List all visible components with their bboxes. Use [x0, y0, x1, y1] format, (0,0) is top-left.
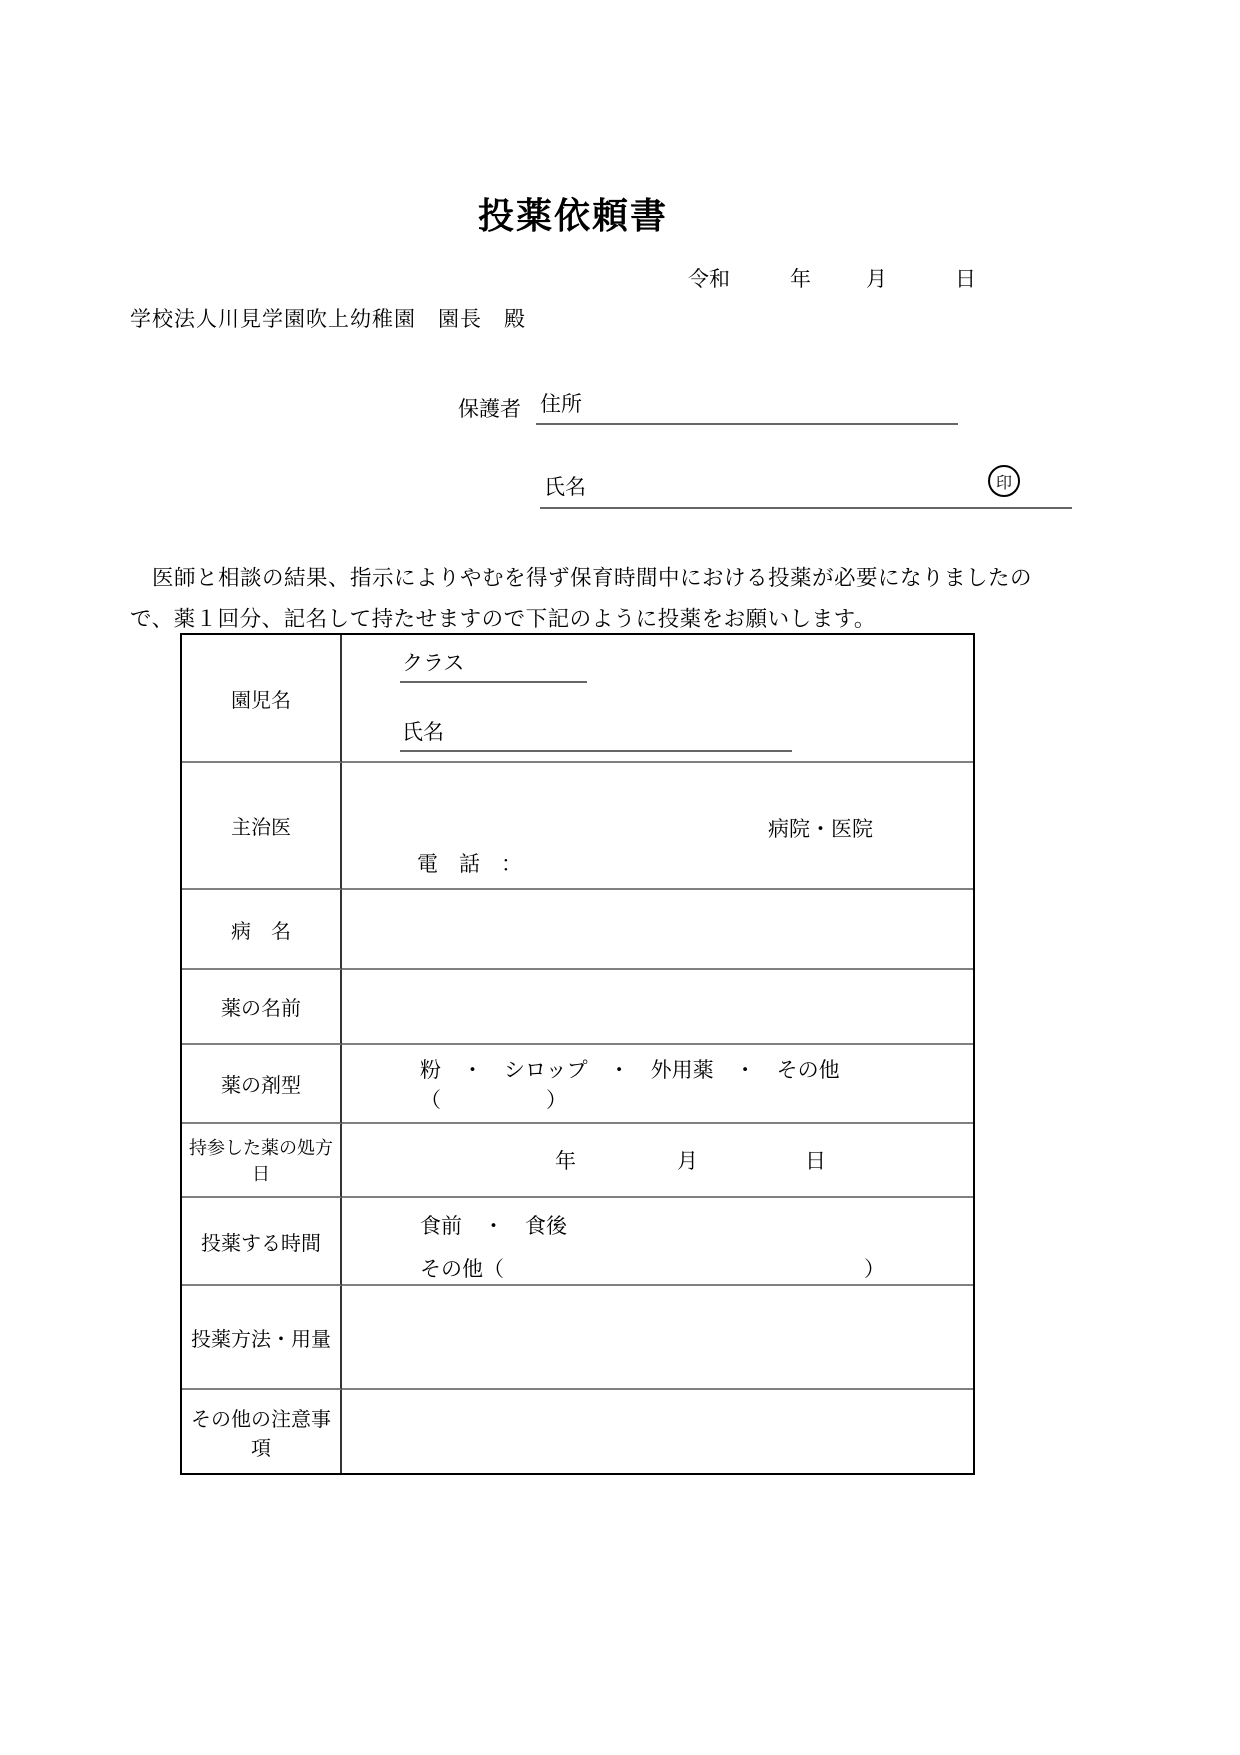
rx-year-label: 年: [555, 1149, 576, 1173]
prescription-date-fields: [342, 1124, 973, 1196]
intro-paragraph: [130, 558, 1135, 640]
row-content-other-notes: [342, 1390, 973, 1473]
name-label: 氏名: [544, 475, 586, 499]
hospital-suffix-label: 病院・医院: [768, 817, 873, 841]
row-label-other-notes: その他の注意事項: [182, 1390, 342, 1473]
intro-line-2: で、薬１回分、記名して持たせますので下記のように投薬をお願いします。: [130, 607, 876, 632]
date-day-label: 日: [955, 267, 976, 291]
phone-label: 電 話 ：: [417, 852, 522, 876]
guardian-label: 保護者: [458, 397, 521, 421]
addressee-line: 学校法人川見学園吹上幼稚園 園長 殿: [130, 307, 526, 331]
page-title: 投薬依頼書: [477, 196, 668, 237]
medicine-form-options: 粉 ・ シロップ ・ 外用薬 ・ その他（ ）: [420, 1057, 840, 1112]
row-label-child-name: 園児名: [182, 635, 342, 763]
row-label-prescription-date: 持参した薬の処方日: [182, 1124, 342, 1198]
date-year-label: 年: [790, 267, 811, 291]
row-label-medication-time: 投薬する時間: [182, 1198, 342, 1286]
address-label: 住所: [540, 392, 582, 416]
row-content-method-dose: [342, 1286, 973, 1390]
seal-mark-icon: [988, 465, 1020, 497]
pupil-name-field: [400, 716, 792, 752]
rx-month-label: 月: [677, 1149, 698, 1173]
row-content-medication-time: [342, 1198, 973, 1286]
timing-options: 食前 ・ 食後: [420, 1214, 567, 1238]
row-label-medicine-name: 薬の名前: [182, 970, 342, 1045]
row-content-child-name: [342, 635, 973, 763]
row-content-medicine-name: [342, 970, 973, 1045]
rx-day-label: 日: [805, 1149, 826, 1173]
row-content-prescription-date: [342, 1124, 973, 1198]
row-label-medicine-form: 薬の剤型: [182, 1045, 342, 1124]
date-month-label: 月: [866, 267, 887, 291]
row-content-medicine-form: [342, 1045, 973, 1124]
medication-form-table: [180, 633, 975, 1475]
row-label-disease: 病 名: [182, 890, 342, 970]
timing-other: [420, 1253, 885, 1283]
pupil-name-label: 氏名: [402, 720, 444, 744]
intro-line-1: 医師と相談の結果、指示によりやむを得ず保育時間中における投薬が必要になりましたの: [130, 566, 1033, 591]
row-label-doctor: 主治医: [182, 763, 342, 890]
class-label: クラス: [402, 651, 465, 675]
date-era-label: 令和: [688, 267, 730, 291]
guardian-address-field: [536, 388, 958, 425]
row-content-doctor: [342, 763, 973, 890]
seal-label: 印: [995, 472, 1012, 492]
class-field: [400, 647, 587, 683]
row-label-method-dose: 投薬方法・用量: [182, 1286, 342, 1390]
timing-other-suffix: ）: [864, 1257, 885, 1281]
medication-time-fields: [342, 1210, 973, 1283]
timing-other-prefix: その他（: [420, 1257, 504, 1281]
row-content-disease: [342, 890, 973, 970]
